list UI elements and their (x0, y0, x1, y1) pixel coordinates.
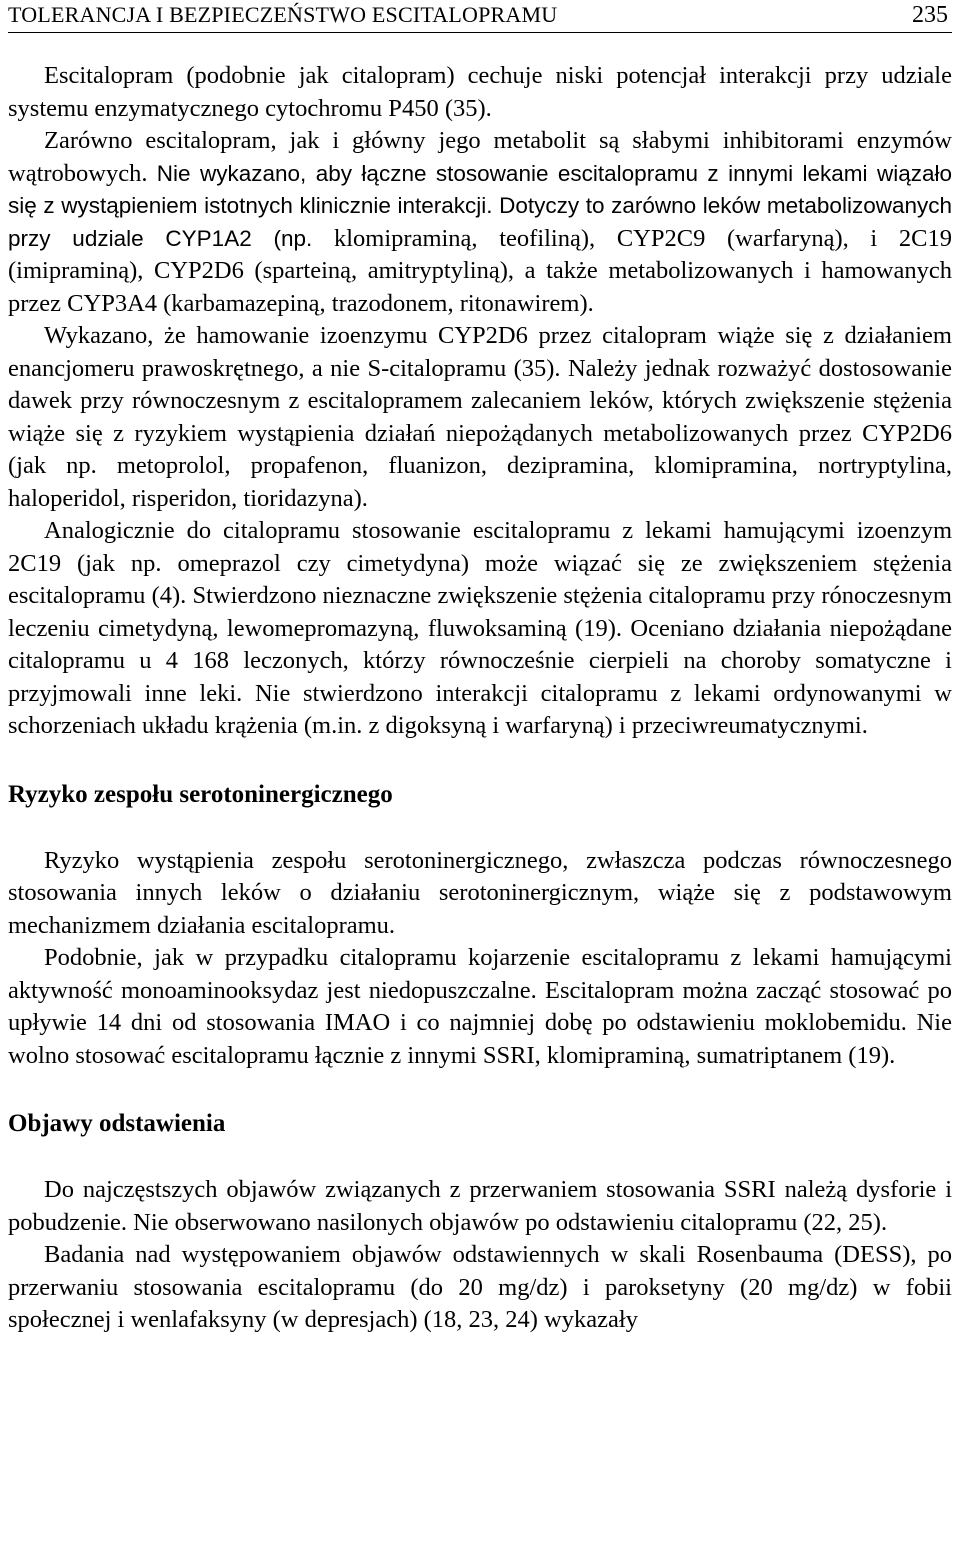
paragraph-withdrawal-symptoms (8, 1174, 952, 1239)
page-number: 235 (912, 2, 948, 28)
paragraph-2c19 (8, 515, 952, 743)
paragraph-interactions-enzymes (8, 125, 952, 320)
paragraph-text-sans: Nie wykazano, aby łączne stosowanie escitalopramu z innymi lekami wiązało się z wystąpieniem istotnych klinicznie interakcji. Dotyczy to zarówno leków metabolizowanych przy udziale CYP1A2 (np. (8, 160, 953, 251)
section-heading-withdrawal: Objawy odstawienia (8, 1110, 226, 1137)
paragraph-text: Należy jednak rozważyć dostosowanie dawek przy równoczesnym z escitalopramem zalecaniem leków, których zwiększenie stężenia wiąże się z ryzykiem wystąpienia działań niepożądanych metabolizowanych przez CYP2D6 (jak np. metoprolol, propafenon, fluanizon, dezipramina, klomipramina, nortryptylina, haloperidol, risperidon, tioridazyna). (8, 354, 952, 512)
running-header (8, 0, 952, 33)
paragraph-text: Ryzyko wystąpienia zespołu serotoninergicznego, zwłaszcza podczas równoczesnego stosowania innych leków o działaniu serotoninergicznym, wiąże się z podstawowym mechanizmem działania escitalopramu. (8, 846, 952, 939)
paragraph-text: Analogicznie do citalopramu stosowanie escitalopramu z lekami hamującymi izoenzym 2C19 (jak np. omeprazol czy cimetydyna) może wiązać się ze zwiększeniem stężenia escitalopramu (4). Stwierdzono nieznaczne zwiększenie stężenia citalopramu przy rónoczesnym leczeniu cimetydyną, lewomepromazyną, fluwoksaminą (19). Oceniano działania niepożądane citalopramu u 4 168 leczonych, którzy równocześnie cierpieli na choroby somatyczne i przyjmowali inne leki. Nie stwierdzono interakcji citalopramu z lekami ordynowanymi w schorzeniach układu krążenia (m.in. z digoksyną i warfaryną) i przeciwreumatycznymi. (8, 517, 952, 739)
paragraph-text: Badania nad występowaniem objawów odstawiennych w skali Rosenbauma (DESS), po przerwaniu stosowania escitalopramu (do 20 mg/dz) i paroksetyny (20 mg/dz) w fobii społecznej i wenlafaksyny (w depresjach) (18, 23, 24) wykazały (8, 1241, 952, 1333)
paragraph-text: Wykazano, że hamowanie izoenzymu CYP2D6 przez citalopram wiąże się z działaniem enancjomeru prawoskrętnego, a nie S-citalopramu (35). (8, 322, 952, 382)
running-title: TOLERANCJA I BEZPIECZEŃSTWO ESCITALOPRAMU (8, 2, 558, 27)
paragraph-imao (8, 942, 952, 1072)
paragraph-text: Do najczęstszych objawów związanych z przerwaniem stosowania SSRI należą dysforie i pobudzenie. Nie obserwowano nasilonych objawów po odstawieniu citalopramu (22, 25). (8, 1176, 952, 1236)
paragraph-text: klomipraminą, teofiliną), CYP2C9 (warfaryną), i 2C19 (imipraminą), CYP2D6 (sparteiną, amitryptyliną), a także metabolizowanych i hamowanych przez CYP3A4 (karbamazepiną, trazodonem, ritonawirem). (8, 224, 952, 317)
paragraph-text: Podobnie, jak w przypadku citalopramu kojarzenie escitalopramu z lekami hamującymi aktywność monoaminooksydaz jest niedopuszczalne. Escitalopram można zacząć stosować po upływie 14 dni od stosowania IMAO i co najmniej dobę po odstawieniu moklobemidu. Nie wolno stosować escitalopramu łącznie z innymi SSRI, klomipraminą, sumatriptanem (19). (8, 944, 952, 1069)
paragraph-cyp2d6 (8, 320, 952, 515)
section-heading-serotonin-syndrome: Ryzyko zespołu serotoninergicznego (8, 780, 393, 808)
paragraph-text: Zarówno escitalopram, jak i główny jego metabolit są słabymi inhibitorami enzymów wątrobowych. (8, 127, 952, 187)
paragraph-serotonin-risk (8, 845, 952, 943)
paragraph-text: Escitalopram (podobnie jak citalopram) cechuje niski potencjał interakcji przy udziale systemu enzymatycznego cytochromu P450 (35). (8, 62, 952, 122)
paragraph-interactions-intro (8, 60, 952, 125)
article-body (8, 60, 952, 1337)
paragraph-dess-study (8, 1239, 952, 1337)
